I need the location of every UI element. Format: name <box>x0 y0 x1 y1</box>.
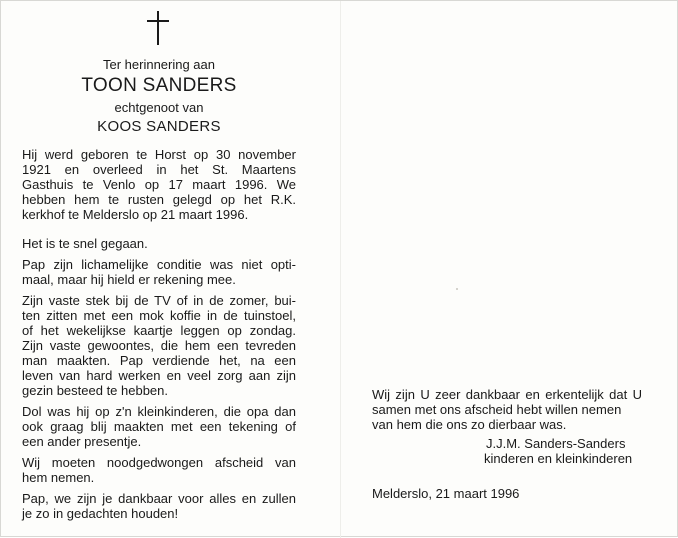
deceased-name: TOON SANDERS <box>81 75 237 96</box>
paper-speck <box>456 288 458 290</box>
text-line: 1921 en overleed in het St. Maartens <box>22 162 296 177</box>
thank-you-note <box>372 387 642 432</box>
text-line: een ander presentje. <box>22 434 142 449</box>
text-line: leven van hard werken en veel zorg aan zijn <box>22 368 296 383</box>
card-fold <box>340 1 341 538</box>
text-line: hem nemen. <box>22 470 95 485</box>
paragraph-grandchildren <box>22 404 296 449</box>
text-line: Pap zijn lichamelijke conditie was niet opti- <box>22 257 296 272</box>
text-line: Wij moeten noodgedwongen afscheid van <box>22 455 296 470</box>
text-line: kerkhof te Melderslo op 21 maart 1996. <box>22 207 249 222</box>
text-line: Gasthuis te Venlo op 17 maart 1996. We <box>22 177 296 192</box>
paragraph-biography <box>22 147 296 222</box>
text-line: Hij werd geboren te Horst op 30 november <box>22 147 296 162</box>
text-line: Zijn vaste stek bij de TV of in de zomer, bui- <box>22 293 296 308</box>
text-line: Pap, we zijn je dankbaar voor alles en zullen <box>22 491 296 506</box>
text-line: man maakten. Pap verdiende het, na een <box>22 353 296 368</box>
text-line: hebben hem te rusten gelegd op het R.K. <box>22 192 296 207</box>
text-line: je zo in gedachten houden! <box>22 506 179 521</box>
paragraph-too-soon <box>22 236 296 251</box>
text-line: van hem die ons zo dierbaar was. <box>372 417 567 432</box>
signature-block <box>484 436 632 466</box>
place-date: Melderslo, 21 maart 1996 <box>372 486 520 501</box>
text-line: ook graag blij maakten met een tekening of <box>22 419 296 434</box>
text-line: Zijn vaste gewoontes, die hem een tevreden <box>22 338 296 353</box>
paragraph-habits <box>22 293 296 398</box>
cross-icon <box>147 11 169 45</box>
text-line: of het wekelijkse kaartje leggen op zondag. <box>22 323 296 338</box>
text-line: Dol was hij op z'n kleinkinderen, die opa dan <box>22 404 296 419</box>
family-members: kinderen en kleinkinderen <box>484 451 633 466</box>
paragraph-condition <box>22 257 296 287</box>
text-line: samen met ons afscheid hebt willen nemen <box>372 402 622 417</box>
relation-line: echtgenoot van <box>114 100 204 115</box>
spouse-name: KOOS SANDERS <box>97 118 221 135</box>
family-name: J.J.M. Sanders-Sanders <box>486 436 626 451</box>
paragraph-gratitude <box>22 491 296 521</box>
text-line: Wij zijn U zeer dankbaar en erkentelijk dat U <box>372 387 642 402</box>
intro-line: Ter herinnering aan <box>102 57 216 72</box>
paragraph-farewell <box>22 455 296 485</box>
text-line: Het is te snel gegaan. <box>22 236 148 251</box>
memorial-text <box>22 147 296 527</box>
text-line: gezin besteed te hebben. <box>22 383 169 398</box>
text-line: maal, maar hij hield er rekening mee. <box>22 272 236 287</box>
text-line: ten zitten met een mok koffie in de tuinstoel, <box>22 308 296 323</box>
